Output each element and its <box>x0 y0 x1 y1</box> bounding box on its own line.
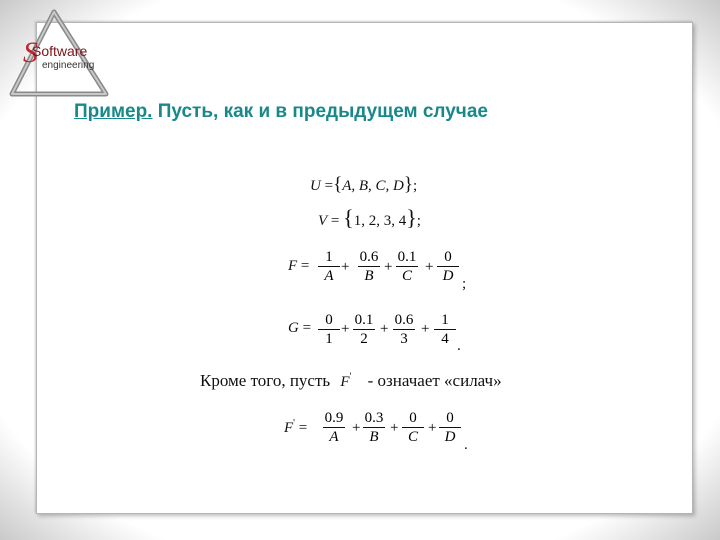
set-u-symbol: U <box>310 178 321 194</box>
eq-fprime-end: . <box>464 437 468 453</box>
page-title <box>74 101 488 123</box>
set-u-lbrace: { <box>333 174 343 195</box>
set-u-definition <box>310 174 417 196</box>
set-u-eq: = <box>320 178 334 194</box>
set-v-end: ; <box>416 213 421 229</box>
set-u-end: ; <box>412 178 418 194</box>
eq-fprime-lhs: F' = <box>284 418 308 436</box>
title-lead: Пример. <box>74 101 153 122</box>
set-u-rbrace: } <box>403 174 413 195</box>
eq-g-fraction-1: 0 1 <box>317 311 341 349</box>
eq-g-plus-3: + <box>421 321 430 337</box>
eq-g-plus-1: + <box>341 321 350 337</box>
set-v-rbrace: } <box>406 205 417 230</box>
eq-g-fraction-3: 0.6 3 <box>394 312 414 347</box>
note-prime: ' <box>349 371 352 383</box>
eq-fprime-fraction-2: 0.3 B <box>364 410 384 445</box>
logo-text-top: Software <box>32 43 88 59</box>
set-v-eq: = <box>327 213 344 229</box>
eq-fprime-fraction-3: 0 C <box>401 409 425 447</box>
eq-g-lhs: G = <box>288 320 312 336</box>
eq-f-plus-3: + <box>425 259 434 275</box>
eq-g-end: . <box>457 338 461 354</box>
eq-f-end: ; <box>462 276 467 292</box>
logo-big-s: S <box>23 36 38 69</box>
eq-fprime-plus-1: + <box>352 420 361 436</box>
eq-g-plus-2: + <box>380 321 389 337</box>
eq-g-fraction-4: 1 4 <box>433 311 457 349</box>
eq-f-fraction-1: 1 A <box>317 248 341 286</box>
note-line <box>200 371 502 391</box>
eq-g-fraction-2: 0.1 2 <box>354 312 374 347</box>
logo-text-bottom: engineering <box>42 60 95 71</box>
eq-fprime-fraction-1: 0.9 A <box>324 410 344 445</box>
eq-fprime-plus-2: + <box>390 420 399 436</box>
title-rest: Пусть, как и в предыдущем случае <box>152 101 488 122</box>
note-symbol: F <box>340 374 350 390</box>
eq-f-fraction-2: 0.6 B <box>359 249 379 284</box>
set-v-symbol: V <box>318 213 328 229</box>
set-v-items: 1, 2, 3, 4 <box>353 213 407 229</box>
eq-f-plus-1: + <box>341 259 350 275</box>
eq-fprime-fraction-4: 0 D <box>438 409 462 447</box>
eq-f-lhs: F = <box>288 258 310 274</box>
set-v-lbrace: { <box>343 205 354 230</box>
eq-f-fraction-4: 0 D <box>436 248 460 286</box>
set-u-items: A, B, C, D <box>342 178 404 194</box>
eq-fprime-plus-3: + <box>428 420 437 436</box>
eq-f-fraction-3: 0.1 C <box>397 249 417 284</box>
set-v-definition <box>318 205 421 231</box>
software-engineering-logo <box>6 6 116 101</box>
eq-f-plus-2: + <box>384 259 393 275</box>
note-before: Кроме того, пусть <box>200 371 331 390</box>
note-after: - означает «силач» <box>367 371 502 390</box>
